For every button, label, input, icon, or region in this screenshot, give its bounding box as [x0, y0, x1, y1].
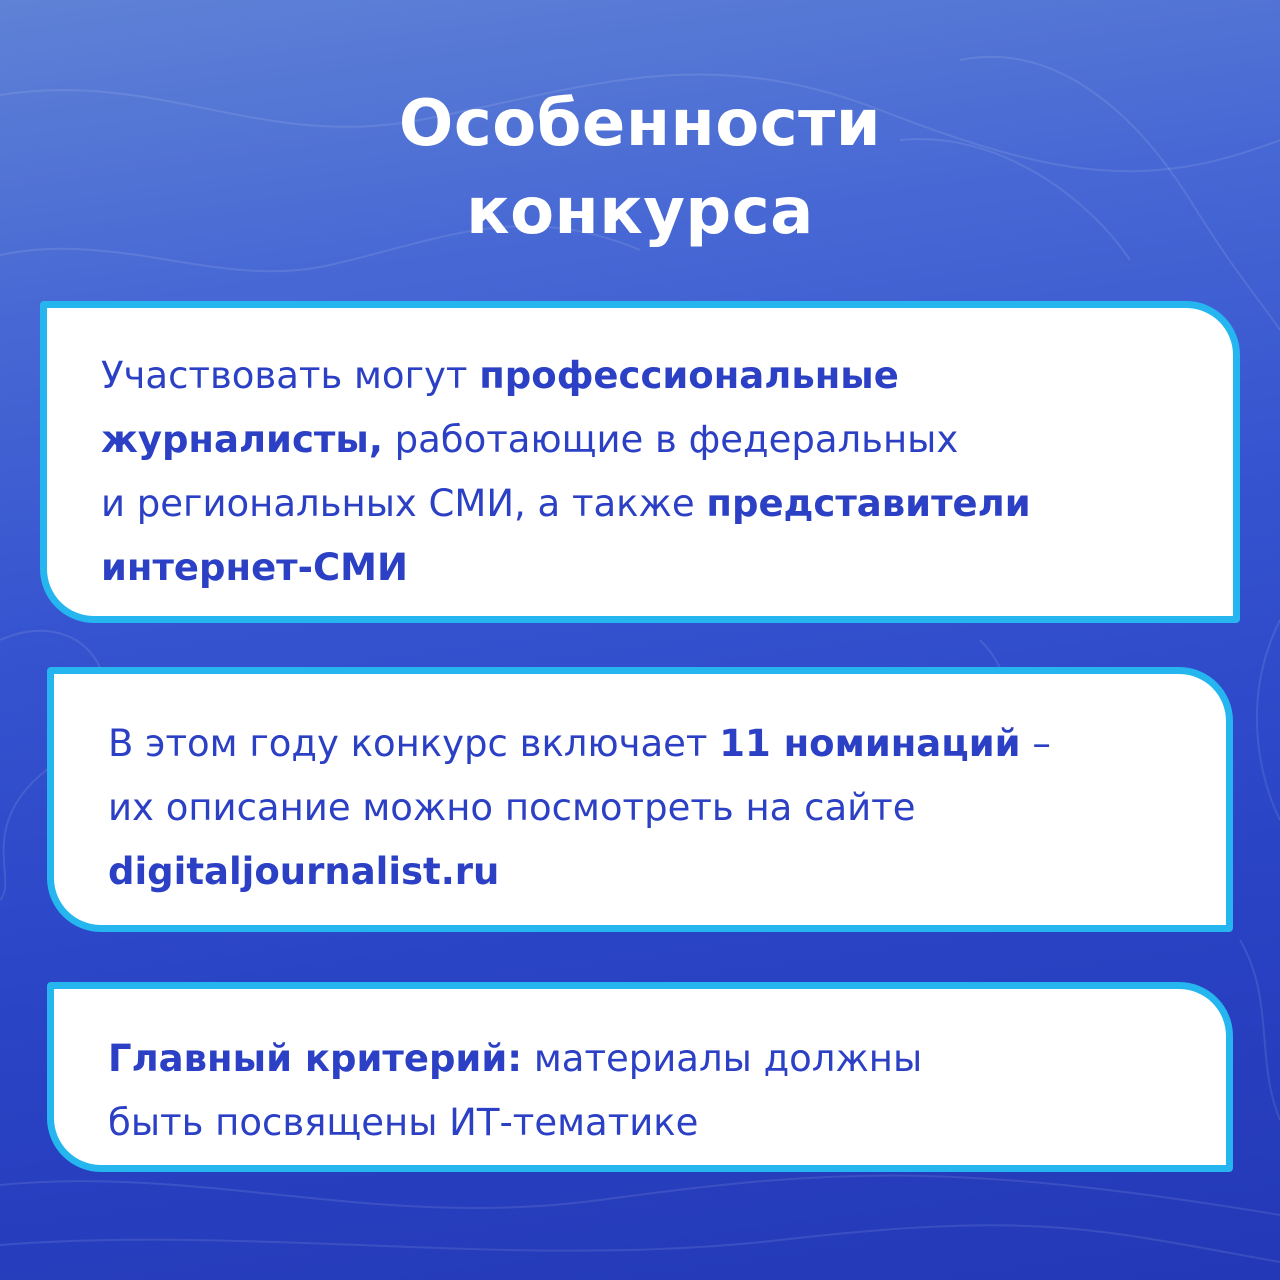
card-line [108, 1091, 1206, 1155]
card-line [108, 776, 1206, 840]
card-line [108, 1027, 1206, 1091]
card-line [108, 712, 1206, 776]
card-criterion [47, 982, 1233, 1172]
card-line [101, 472, 1213, 536]
text-bold: интернет-СМИ [101, 546, 408, 589]
card-nominations [47, 667, 1233, 932]
text-regular: – [1020, 722, 1051, 765]
card-line [101, 536, 1213, 600]
card-line [101, 408, 1213, 472]
card-participants [40, 301, 1240, 623]
text-bold: 11 номинаций [719, 722, 1021, 765]
card-line [108, 840, 1206, 904]
text-regular: В этом году конкурс включает [108, 722, 720, 765]
page-title-line-2: конкурса [466, 175, 814, 249]
card-line [101, 344, 1213, 408]
text-regular: быть посвящены ИТ-тематике [108, 1101, 699, 1144]
text-bold: профессиональные [479, 354, 899, 397]
text-regular: работающие в федеральных [382, 418, 959, 461]
website-link: digitaljournalist.ru [108, 850, 500, 893]
page-title-line-1: Особенности [398, 87, 882, 161]
text-regular: и региональных СМИ, а также [101, 482, 707, 525]
text-bold: представители [706, 482, 1031, 525]
text-regular: Участвовать могут [101, 354, 480, 397]
text-regular: материалы должны [522, 1037, 923, 1080]
text-bold: Главный критерий: [108, 1037, 523, 1080]
page-title [0, 80, 1280, 256]
text-bold: журналисты, [101, 418, 383, 461]
text-regular: их описание можно посмотреть на сайте [108, 786, 916, 829]
